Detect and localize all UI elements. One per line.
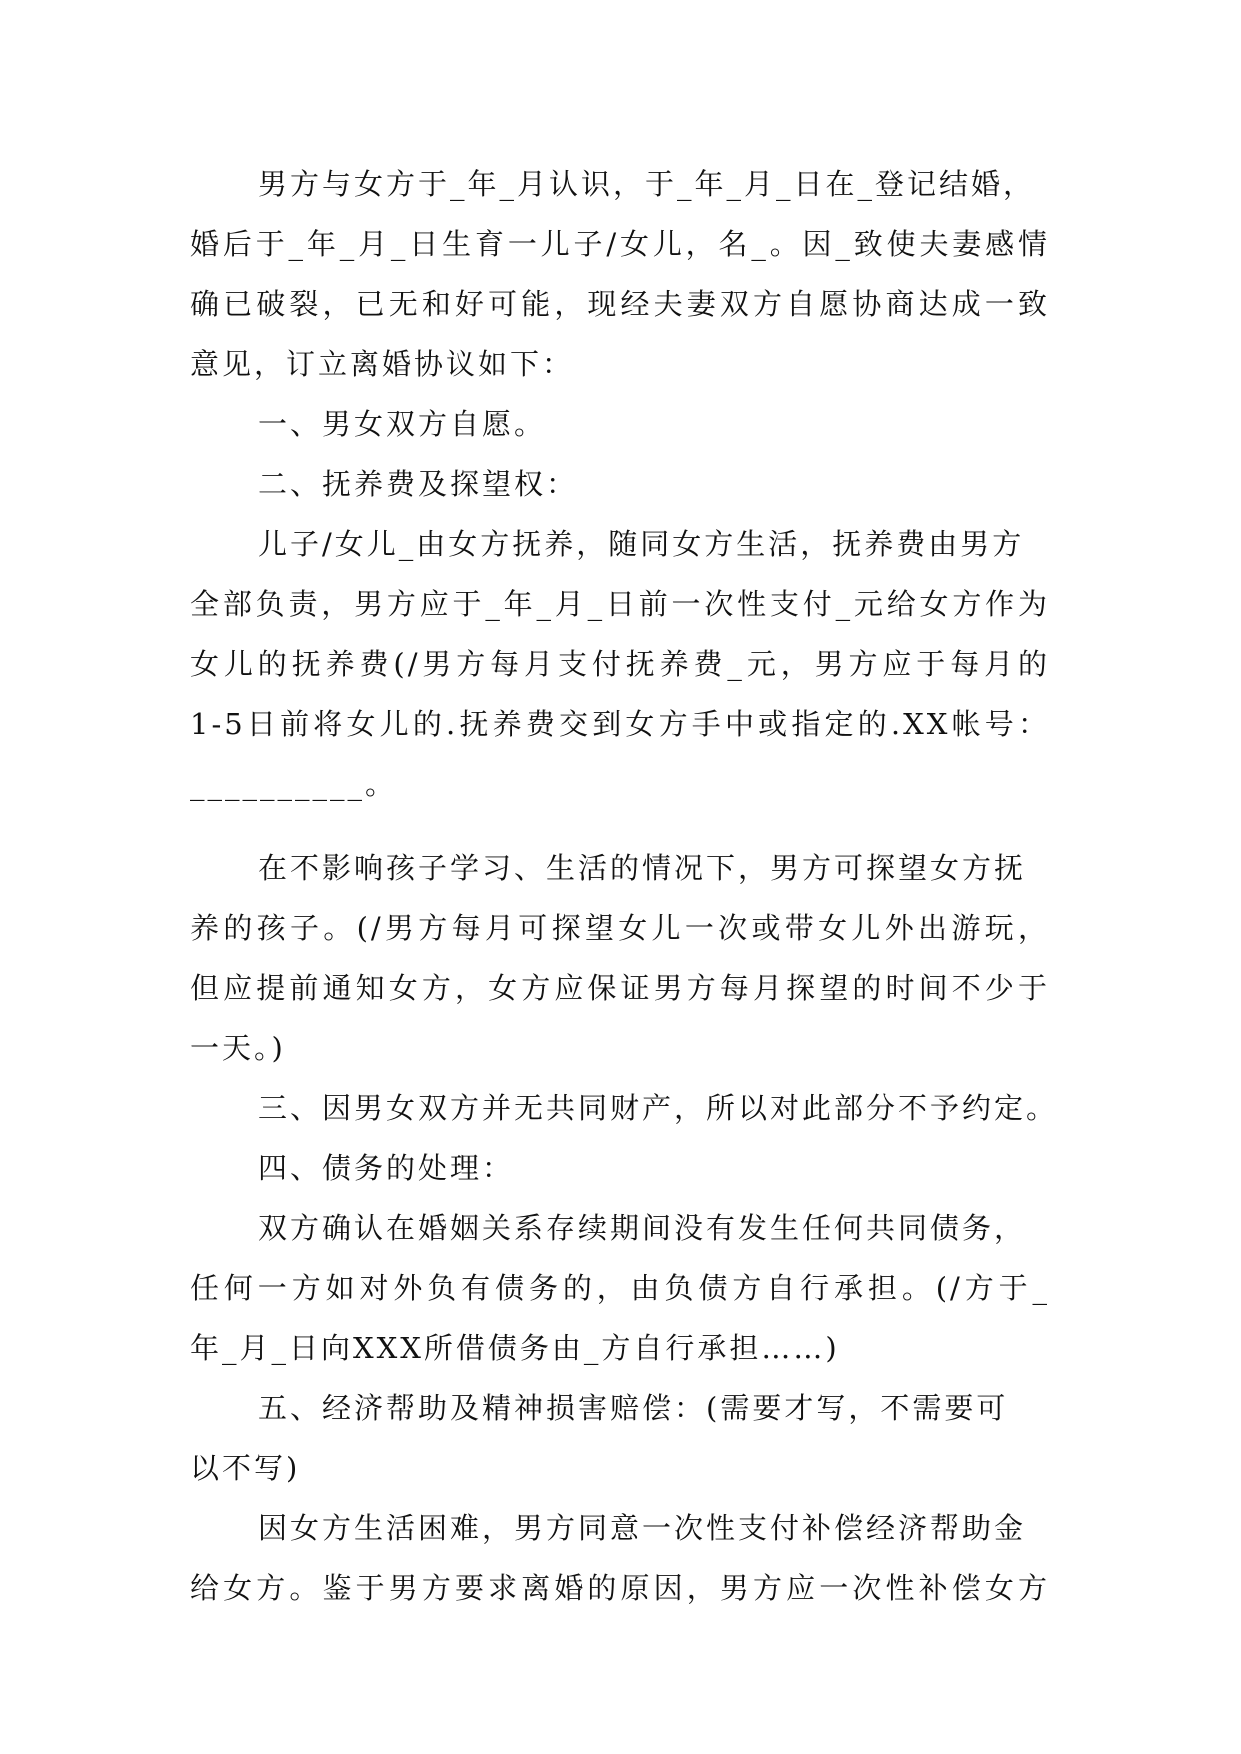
visitation-line-1: 在不影响孩子学习、生活的情况下，男方可探望女方抚: [258, 851, 1027, 885]
clause-five-heading-line-1: 五、经济帮助及精神损害赔偿：(需要才写，不需要可: [258, 1391, 1009, 1425]
visitation-line-3: 但应提前通知女方，女方应保证男方每月探望的时间不少于: [190, 971, 1050, 1005]
clause-two-heading: 二、抚养费及探望权：: [258, 467, 579, 501]
paragraph-intro-line-1: 男方与女方于_年_月认识，于_年_月_日在_登记结婚，: [258, 167, 1036, 201]
clause-five-heading-line-2: 以不写): [190, 1451, 301, 1485]
visitation-line-4: 一天。): [190, 1031, 286, 1065]
agreement-body: [190, 154, 1059, 1618]
custody-line-3: 女儿的抚养费(/男方每月支付抚养费_元，男方应于每月的: [190, 647, 1050, 681]
custody-line-4: 1-5日前将女儿的.抚养费交到女方手中或指定的.XX帐号：: [190, 707, 1050, 741]
compensation-line-2: 给女方。鉴于男方要求离婚的原因，男方应一次性补偿女方: [190, 1571, 1050, 1605]
clause-one-heading: 一、男女双方自愿。: [258, 407, 547, 441]
paragraph-intro-line-4: 意见，订立离婚协议如下：: [190, 347, 575, 381]
paragraph-intro-line-3: 确已破裂，已无和好可能，现经夫妻双方自愿协商达成一致: [190, 287, 1050, 321]
debt-line-1: 双方确认在婚姻关系存续期间没有发生任何共同债务，: [258, 1211, 1027, 1245]
clause-three-heading: 三、因男女双方并无共同财产，所以对此部分不予约定。: [258, 1091, 1059, 1125]
custody-line-1: 儿子/女儿_由女方抚养，随同女方生活，抚养费由男方: [258, 527, 1025, 561]
custody-line-5: __________。: [190, 767, 398, 801]
debt-line-3: 年_月_日向XXX所借债务由_方自行承担……): [190, 1331, 840, 1365]
debt-line-2: 任何一方如对外负有债务的，由负债方自行承担。(/方于_: [190, 1271, 1050, 1305]
custody-line-2: 全部负责，男方应于_年_月_日前一次性支付_元给女方作为: [190, 587, 1050, 621]
compensation-line-1: 因女方生活困难，男方同意一次性支付补偿经济帮助金: [258, 1511, 1027, 1545]
visitation-line-2: 养的孩子。(/男方每月可探望女儿一次或带女儿外出游玩，: [190, 911, 1050, 945]
paragraph-intro-line-2: 婚后于_年_月_日生育一儿子/女儿，名_。因_致使夫妻感情: [190, 227, 1050, 261]
clause-four-heading: 四、债务的处理：: [258, 1151, 515, 1185]
